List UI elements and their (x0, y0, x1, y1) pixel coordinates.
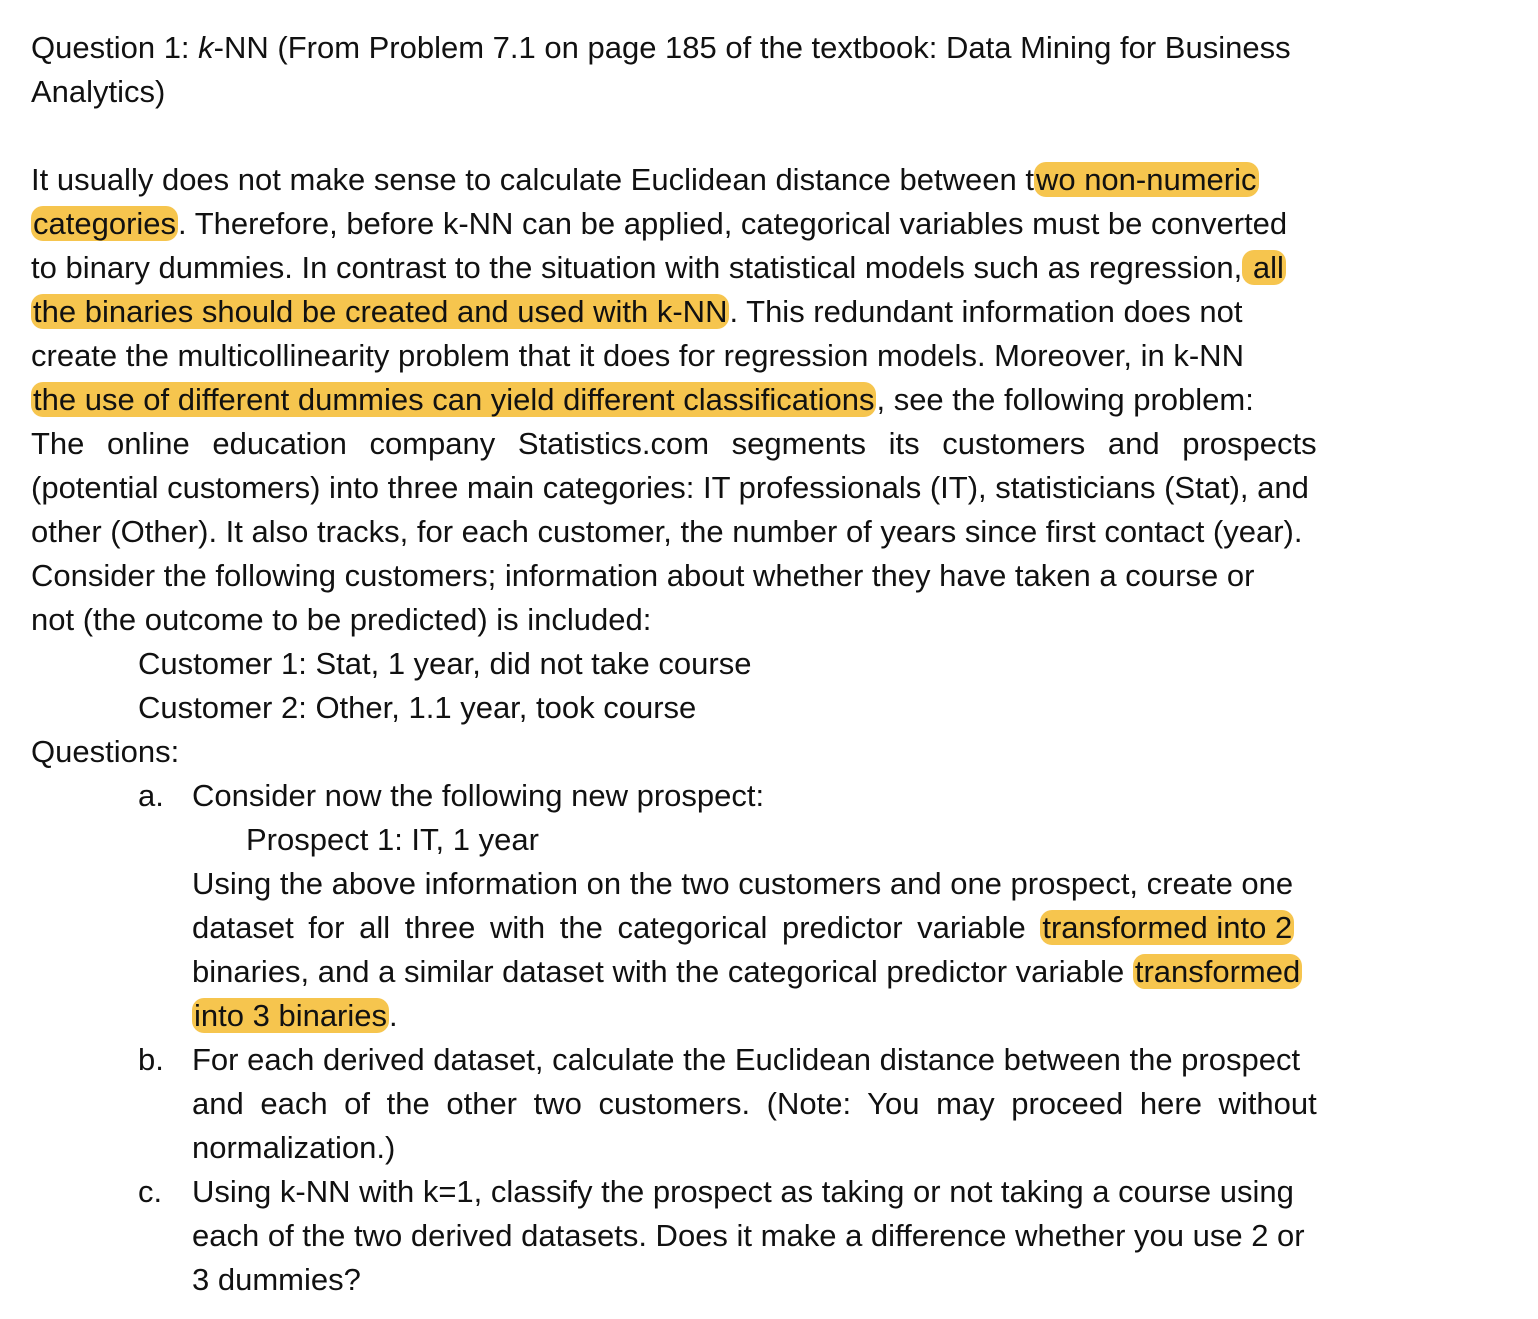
question-a-line: binaries, and a similar dataset with the categorical predictor variable transformed (192, 954, 1301, 989)
question-c: c. Using k-NN with k=1, classify the prospect as taking or not taking a course using (31, 1170, 1383, 1214)
intro-line: It usually does not make sense to calculate Euclidean distance between two non-numeric (31, 162, 1257, 197)
highlight: into 3 binaries (194, 998, 388, 1033)
customer-2: Customer 2: Other, 1.1 year, took course (138, 690, 697, 725)
highlight: the binaries should be created and used with k-NN (33, 294, 728, 329)
highlight: categories (33, 206, 177, 241)
intro-line: Consider the following customers; information about whether they have taken a course or (31, 558, 1255, 593)
question-a-line: Using the above information on the two customers and one prospect, create one (192, 866, 1294, 901)
intro-line: other (Other). It also tracks, for each customer, the number of years since first contact (year). (31, 514, 1303, 549)
question-b-line: and each of the other two customers. (Note: You may proceed here without (192, 1086, 1317, 1121)
question-c-line: 3 dummies? (192, 1262, 361, 1297)
intro-line: the binaries should be created and used with k-NN. This redundant information does not (33, 294, 1243, 329)
question-b: b. For each derived dataset, calculate the Euclidean distance between the prospect (31, 1038, 1383, 1082)
highlight: the use of different dummies can yield different classifications (33, 382, 875, 417)
question-a: a. Consider now the following new prospect: (31, 774, 1383, 818)
list-marker-c: c. (138, 1174, 163, 1209)
question-a-line: dataset for all three with the categorical predictor variable transformed into 2 (192, 910, 1293, 945)
intro-line: to binary dummies. In contrast to the situation with statistical models such as regression, all (31, 250, 1284, 285)
question-title-line2: Analytics) (31, 74, 166, 109)
highlight: transformed (1134, 954, 1301, 989)
highlight: transformed into 2 (1042, 910, 1293, 945)
highlight: all (1244, 250, 1284, 285)
questions-label: Questions: (31, 734, 180, 769)
question-b-line: normalization.) (192, 1130, 396, 1165)
prospect-1: Prospect 1: IT, 1 year (246, 822, 539, 857)
highlight: wo non-numeric (1035, 162, 1257, 197)
intro-line: create the multicollinearity problem that it does for regression models. Moreover, in k-NN (31, 338, 1244, 373)
intro-line: (potential customers) into three main categories: IT professionals (IT), statisticians (Stat), and (31, 470, 1309, 505)
intro-line: The online education company Statistics.com segments its customers and prospects (31, 426, 1317, 461)
question-c-line: each of the two derived datasets. Does it make a difference whether you use 2 or (192, 1218, 1305, 1253)
customer-1: Customer 1: Stat, 1 year, did not take course (138, 646, 752, 681)
question-title (31, 26, 1383, 70)
question-a-line: into 3 binaries. (194, 998, 398, 1033)
intro-line: the use of different dummies can yield different classifications, see the following problem: (33, 382, 1254, 417)
question-title-line1: Question 1: k-NN (From Problem 7.1 on page 185 of the textbook: Data Mining for Business (31, 30, 1291, 65)
intro-line: categories. Therefore, before k-NN can be applied, categorical variables must be converted (33, 206, 1288, 241)
list-marker-b: b. (138, 1042, 164, 1077)
intro-line: not (the outcome to be predicted) is included: (31, 602, 652, 637)
list-marker-a: a. (138, 778, 164, 813)
document-page (31, 26, 1383, 1302)
